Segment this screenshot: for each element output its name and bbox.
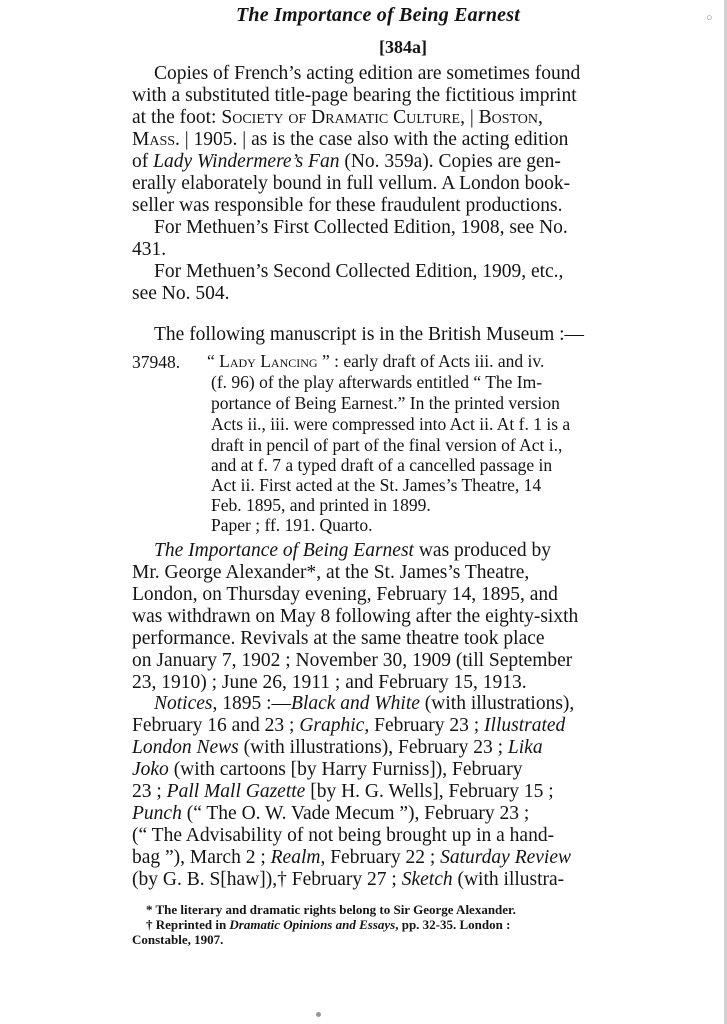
text-line: Paper ; ff. 191. Quarto. — [211, 515, 373, 535]
text-line: erally elaborately bound in full vellum. A London book- — [132, 173, 571, 194]
text-line: Joko (with cartoons [by Harry Furniss]), February — [132, 759, 523, 780]
text-line: Punch (“ The O. W. Vade Mecum ”), February 23 ; — [132, 803, 530, 824]
manuscript-number: 37948. — [132, 352, 181, 372]
text-line: February 16 and 23 ; Graphic, February 23 ; Illustrated — [132, 715, 566, 736]
text-line: 431. — [132, 239, 167, 260]
text-line: with a substituted title-page bearing the fictitious imprint — [132, 85, 577, 106]
text-line: Feb. 1895, and printed in 1899. — [211, 495, 431, 515]
text-line: see No. 504. — [132, 283, 230, 304]
text-line: on January 7, 1902 ; November 30, 1909 (till September — [132, 650, 573, 671]
text-line: of Lady Windermere’s Fan (No. 359a). Copies are gen- — [132, 151, 561, 172]
text-line: Copies of French’s acting edition are sometimes found — [154, 63, 581, 84]
footnote: * The literary and dramatic rights belong to Sir George Alexander. — [146, 902, 516, 917]
text-line: (by G. B. S[haw]),† February 27 ; Sketch (with illustra- — [132, 869, 565, 890]
manuscript-intro: The following manuscript is in the British Museum :— — [154, 324, 585, 345]
text-line: Acts ii., iii. were compressed into Act ii. At f. 1 is a — [211, 414, 571, 434]
text-line: and at f. 7 a typed draft of a cancelled passage in — [211, 455, 553, 475]
text-line: (f. 96) of the play afterwards entitled “ The Im- — [211, 372, 543, 392]
text-line: at the foot: Society of Dramatic Culture, | Boston, — [132, 107, 543, 128]
footnote: Constable, 1907. — [132, 932, 224, 947]
text-line: London News (with illustrations), February 23 ; Lika — [132, 737, 543, 758]
text-line: For Methuen’s First Collected Edition, 1908, see No. — [154, 217, 568, 238]
text-line: (“ The Advisability of not being brought up in a hand- — [132, 825, 555, 846]
text-line: London, on Thursday evening, February 14, 1895, and — [132, 584, 558, 605]
text-line: portance of Being Earnest.” In the printed version — [211, 393, 560, 413]
corner-mark: ○ — [706, 12, 713, 24]
text-line: performance. Revivals at the same theatre took place — [132, 628, 545, 649]
text-line: Mr. George Alexander*, at the St. James’s Theatre, — [132, 562, 530, 583]
page-number: [384a] — [379, 37, 427, 57]
text-line: was withdrawn on May 8 following after the eighty-sixth — [132, 606, 579, 627]
text-line: The Importance of Being Earnest was produced by — [154, 540, 551, 561]
text-line: “ Lady Lancing ” : early draft of Acts iii. and iv. — [207, 351, 545, 371]
text-line: seller was responsible for these fraudulent productions. — [132, 195, 563, 216]
running-title: The Importance of Being Earnest — [236, 4, 520, 26]
text-line: bag ”), March 2 ; Realm, February 22 ; Saturday Review — [132, 847, 572, 868]
text-line: 23, 1910) ; June 26, 1911 ; and February 15, 1913. — [132, 672, 527, 693]
text-line: Act ii. First acted at the St. James’s Theatre, 14 — [211, 475, 542, 495]
text-line: Notices, 1895 :—Black and White (with illustrations), — [154, 693, 575, 714]
text-line: For Methuen’s Second Collected Edition, 1909, etc., — [154, 261, 564, 282]
text-line: 23 ; Pall Mall Gazette [by H. G. Wells], February 15 ; — [132, 781, 554, 802]
text-line: draft in pencil of part of the final version of Act i., — [211, 435, 563, 455]
text-line: Mass. | 1905. | as is the case also with the acting edition — [132, 129, 569, 150]
footnote: † Reprinted in Dramatic Opinions and Essays, pp. 32-35. London : — [146, 917, 511, 932]
scan-speck — [316, 1012, 321, 1017]
